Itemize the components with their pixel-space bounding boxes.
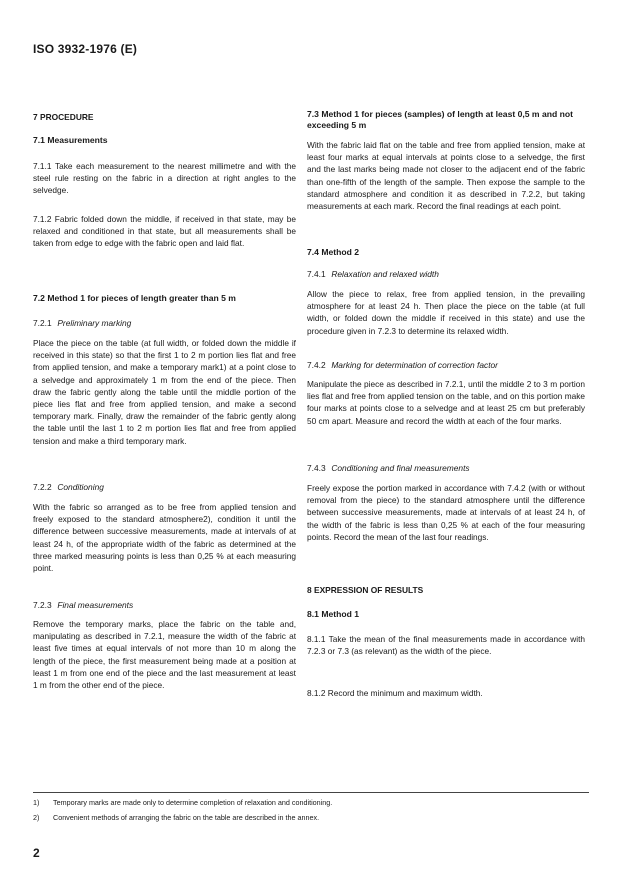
section-7-2-1-number: 7.2.1 [33, 318, 52, 328]
footnote-divider [33, 792, 589, 793]
section-7-4-2-paragraph: Manipulate the piece as described in 7.2.1, until the middle 2 to 3 m portion lies flat and free from applied tension on the table, and on this portion make four marks at points close to a selvedge and at least 25 cm but preferably 50 cm apart. Measure and record the width at each of the four marks. [307, 379, 585, 426]
document-id-header: ISO 3932-1976 (E) [33, 42, 138, 56]
section-8-1-1-paragraph: 8.1.1 Take the mean of the final measurements made in accordance with 7.2.3 or 7.3 (as relevant) as the width of the piece. [307, 634, 585, 657]
section-7-3-paragraph: With the fabric laid flat on the table and free from applied tension, make at least four marks at equal intervals at points close to a selvedge, the first and the last marks being made not closer to the adjacent end of the fabric than one-fifth of the length of the sample. Then expose the sample to the standard atmosphere and condition it as described in 7.2.2, but taking measurements at each mark. Record the final readings at each point. [307, 140, 585, 212]
section-7-4-2-title: Marking for determination of correction factor [331, 360, 498, 370]
section-8-heading: 8 EXPRESSION OF RESULTS [307, 585, 424, 595]
section-7-4-3-heading [307, 463, 585, 473]
footnote-1 [33, 798, 589, 807]
section-7-4-2-number: 7.4.2 [307, 360, 326, 370]
section-7-2-3-heading [33, 600, 296, 610]
section-7-4-3-paragraph: Freely expose the portion marked in accordance with 7.4.2 (with or without removal from the piece) to the standard atmosphere until the difference between successive measurements, made at intervals of at least 24 h, of the width of the fabric is less than 0,25 % at each of the four measuring points. Record the mean of the last four readings. [307, 483, 585, 542]
section-7-1-heading: 7.1 Measurements [33, 135, 108, 145]
section-7-2-3-title: Final measurements [57, 600, 134, 610]
footnote-1-number: 1) [33, 798, 40, 807]
section-7-1-1-paragraph: 7.1.1 Take each measurement to the nearest millimetre and with the steel rule resting on the fabric in a direction at right angles to the selvedge. [33, 161, 296, 196]
section-7-2-2-title: Conditioning [57, 482, 104, 492]
footnote-2 [33, 813, 589, 822]
section-7-2-1-paragraph: Place the piece on the table (at full width, or folded down the middle if received in this state) so that the first 1 to 2 m portion lies flat and free from applied tension, and make a temporary mark1) at a point close to a selvedge and approximately 1 m from the end of the piece. Then draw the fabric gently along the table until the middle portion of the piece lies flat and free from applied tension, and make a second temporary mark. Finally, draw the remainder of the fabric gently along the table until the last 1 to 2 m portion lies flat and free from applied tension and make a third temporary mark. [33, 338, 296, 446]
section-7-4-3-number: 7.4.3 [307, 463, 326, 473]
footnote-2-number: 2) [33, 813, 40, 822]
section-7-2-heading: 7.2 Method 1 for pieces of length greater than 5 m [33, 293, 236, 303]
footnote-1-text: Temporary marks are made only to determine completion of relaxation and conditioning. [53, 798, 333, 807]
page-number: 2 [33, 846, 40, 860]
section-7-4-2-heading [307, 360, 585, 370]
section-7-4-heading: 7.4 Method 2 [307, 247, 360, 257]
section-7-2-1-title: Preliminary marking [57, 318, 132, 328]
section-7-2-3-paragraph: Remove the temporary marks, place the fabric on the table and, manipulating as described in 7.2.1, measure the width of the fabric at least five times at equal intervals of not more than 10 m along the length of the piece, the first measurement being made at a position at least 1 m from one end of the piece and the last measurement at least 1 m from the other end of the piece. [33, 619, 296, 691]
section-8-1-2-paragraph: 8.1.2 Record the minimum and maximum width. [307, 688, 483, 698]
section-7-heading: 7 PROCEDURE [33, 112, 94, 122]
section-7-4-1-number: 7.4.1 [307, 269, 326, 279]
section-7-4-1-paragraph: Allow the piece to relax, free from applied tension, in the prevailing atmosphere for at least 24 h. Then place the piece on the table (at full width, or folded down the middle if received in this state) and use the procedure given in 7.2.3 to determine its relaxed width. [307, 289, 585, 336]
section-7-2-1-heading [33, 318, 296, 328]
section-7-4-1-heading [307, 269, 585, 279]
footnote-2-text: Convenient methods of arranging the fabric on the table are described in the annex. [53, 813, 320, 822]
section-7-2-2-heading [33, 482, 296, 492]
section-7-3-heading: 7.3 Method 1 for pieces (samples) of length at least 0,5 m and not exceeding 5 m [307, 109, 573, 130]
section-7-2-2-paragraph: With the fabric so arranged as to be free from applied tension and freely exposed to the standard atmosphere2), condition it until the difference between successive measurements, made at intervals of at least 24 h, of the appropriate width of the fabric as determined at the three marked measuring points is less than 0,25 % at each measuring point. [33, 502, 296, 574]
section-7-1-2-paragraph: 7.1.2 Fabric folded down the middle, if received in that state, may be relaxed and conditioned in that state, but all measurements shall be taken from edge to edge with the fabric open and laid flat. [33, 214, 296, 249]
section-7-2-3-number: 7.2.3 [33, 600, 52, 610]
section-7-4-1-title: Relaxation and relaxed width [331, 269, 439, 279]
section-7-2-2-number: 7.2.2 [33, 482, 52, 492]
section-8-1-heading: 8.1 Method 1 [307, 609, 360, 619]
section-7-4-3-title: Conditioning and final measurements [331, 463, 470, 473]
